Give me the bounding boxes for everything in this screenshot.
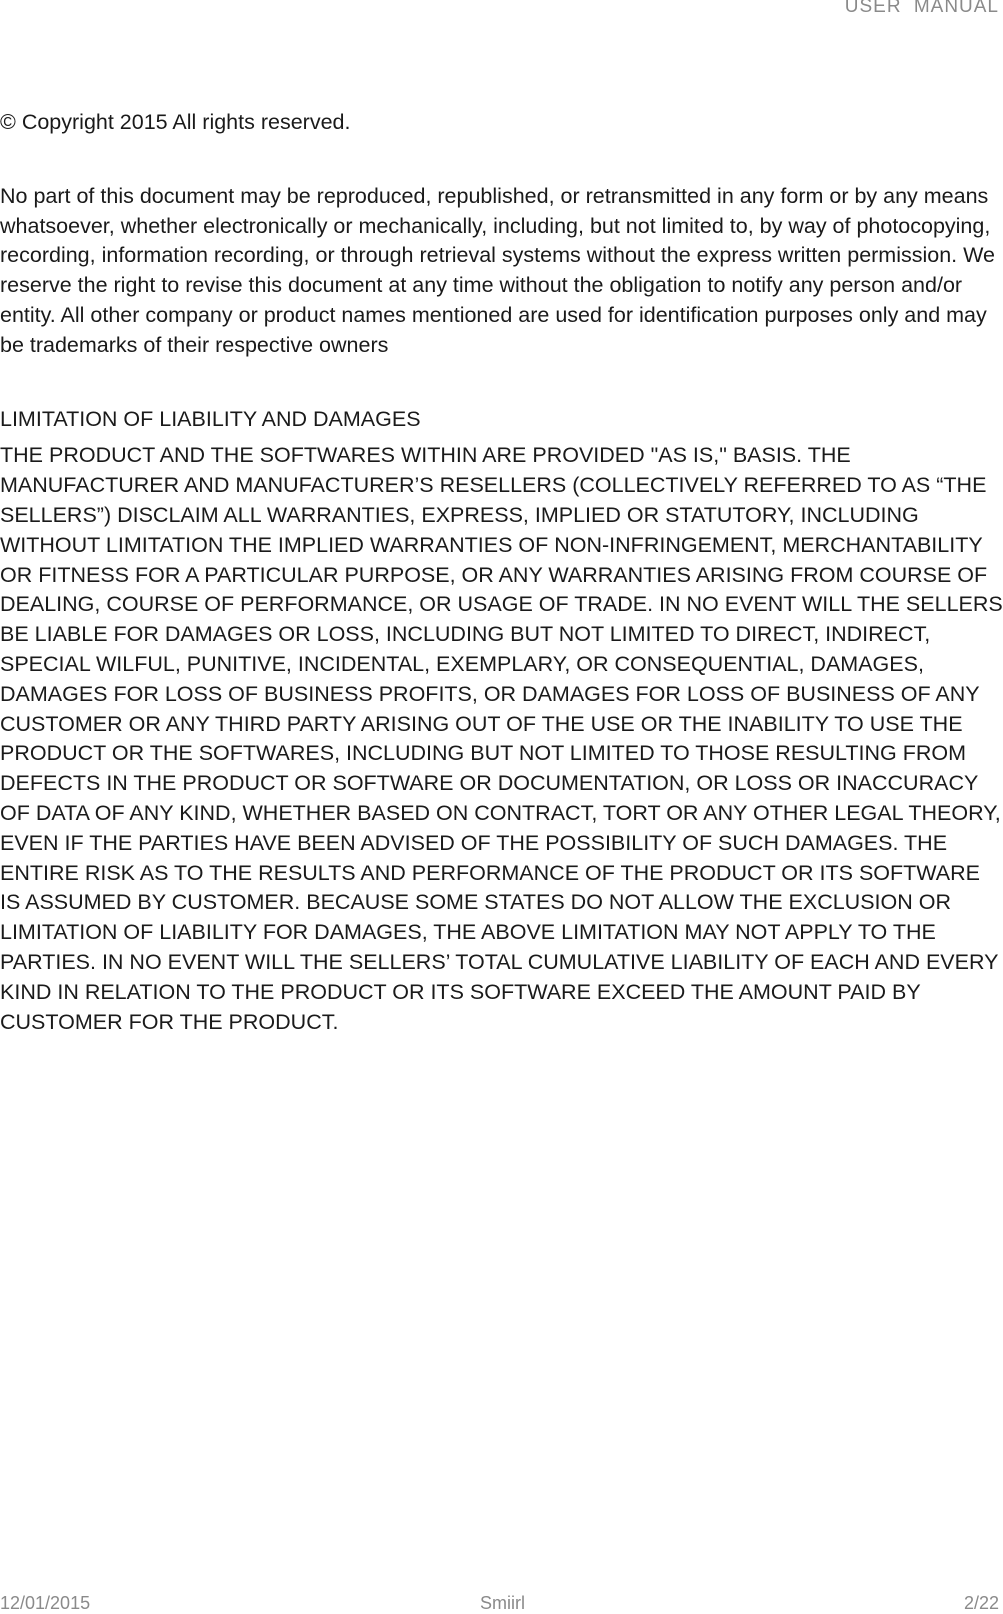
footer-page-number: 2/22: [963, 1593, 999, 1613]
page-footer: [0, 1588, 1003, 1614]
liability-paragraph: THE PRODUCT AND THE SOFTWARES WITHIN ARE PROVIDED "AS IS," BASIS. THE MANUFACTURER AND MANUFACTURER’S RESELLERS (COLLECTIVELY REFERRED TO AS “THE SELLERS”) DISCLAIM ALL WARRANTIES, EXPRESS, IMPLIED OR STATUTORY, INCLUDING WITHOUT LIMITATION THE IMPLIED WARRANTIES OF NON-INFRINGEMENT, MERCHANTABILITY OR FITNESS FOR A PARTICULAR PURPOSE, OR ANY WARRANTIES ARISING FROM COURSE OF DEALING, COURSE OF PERFORMANCE, OR USAGE OF TRADE. IN NO EVENT WILL THE SELLERS BE LIABLE FOR DAMAGES OR LOSS, INCLUDING BUT NOT LIMITED TO DIRECT, INDIRECT, SPECIAL WILFUL, PUNITIVE, INCIDENTAL, EXEMPLARY, OR CONSEQUENTIAL, DAMAGES, DAMAGES FOR LOSS OF BUSINESS PROFITS, OR DAMAGES FOR LOSS OF BUSINESS OF ANY CUSTOMER OR ANY THIRD PARTY ARISING OUT OF THE USE OR THE INABILITY TO USE THE PRODUCT OR THE SOFTWARES, INCLUDING BUT NOT LIMITED TO THOSE RESULTING FROM DEFECTS IN THE PRODUCT OR SOFTWARE OR DOCUMENTATION, OR LOSS OR INACCURACY OF DATA OF ANY KIND, WHETHER BASED ON CONTRACT, TORT OR ANY OTHER LEGAL THEORY, EVEN IF THE PARTIES HAVE BEEN ADVISED OF THE POSSIBILITY OF SUCH DAMAGES. THE ENTIRE RISK AS TO THE RESULTS AND PERFORMANCE OF THE PRODUCT OR ITS SOFTWARE IS ASSUMED BY CUSTOMER. BECAUSE SOME STATES DO NOT ALLOW THE EXCLUSION OR LIMITATION OF LIABILITY FOR DAMAGES, THE ABOVE LIMITATION MAY NOT APPLY TO THE PARTIES. IN NO EVENT WILL THE SELLERS’ TOTAL CUMULATIVE LIABILITY OF EACH AND EVERY KIND IN RELATION TO THE PRODUCT OR ITS SOFTWARE EXCEED THE AMOUNT PAID BY CUSTOMER FOR THE PRODUCT.: [0, 443, 1003, 1034]
footer-date: 12/01/2015: [0, 1593, 91, 1613]
document-body: [0, 108, 1003, 1037]
header-label: USER MANUAL: [844, 0, 999, 17]
liability-heading: LIMITATION OF LIABILITY AND DAMAGES: [0, 406, 421, 431]
copyright-notice: © Copyright 2015 All rights reserved.: [0, 110, 351, 134]
footer-brand: Smiirl: [480, 1593, 525, 1613]
permission-paragraph: No part of this document may be reproduced, republished, or retransmitted in any form or by any means whatsoever, whether electronically or mechanically, including, but not limited to, by way of photocopying, recording, information recording, or through retrieval systems without the express written permission. We reserve the right to revise this document at any time without the obligation to notify any person and/or entity. All other company or product names mentioned are used for identification purposes only and may be trademarks of their respective owners: [0, 183, 995, 357]
